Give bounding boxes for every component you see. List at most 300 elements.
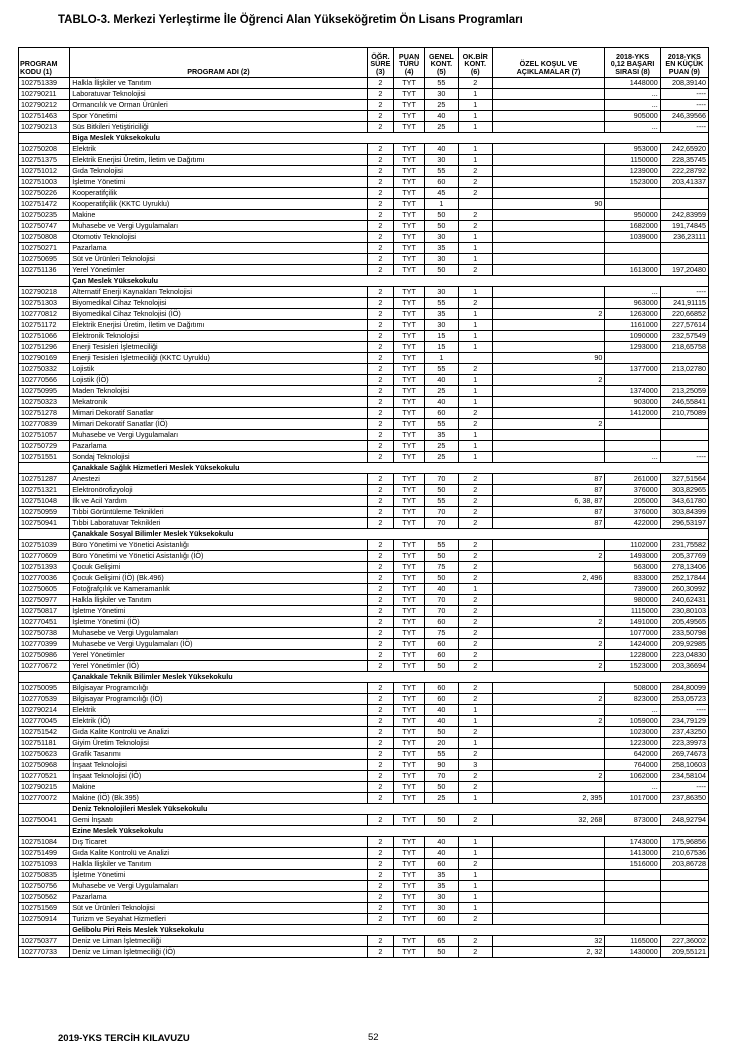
cell-program-code: 102751393 <box>19 562 70 573</box>
page-title: TABLO-3. Merkezi Yerleştirme İle Öğrenci Alan Yükseköğretim Ön Lisans Programları <box>58 14 523 26</box>
cell-score-type: TYT <box>394 166 425 177</box>
table-row <box>19 771 709 782</box>
cell-duration: 2 <box>367 177 394 188</box>
cell-program-name: Muhasebe ve Vergi Uygulamaları (İÖ) <box>70 639 367 650</box>
cell-general-quota: 25 <box>424 100 458 111</box>
cell-duration: 2 <box>367 452 394 463</box>
cell-score-type: TYT <box>394 947 425 958</box>
cell-top-achiever-quota: 2 <box>458 364 492 375</box>
table-row <box>19 815 709 826</box>
cell-special-conditions <box>492 892 605 903</box>
cell-special-conditions <box>492 265 605 276</box>
cell-top-achiever-quota: 1 <box>458 89 492 100</box>
cell-special-conditions <box>492 166 605 177</box>
cell-duration: 2 <box>367 397 394 408</box>
cell-program-code: 102750562 <box>19 892 70 903</box>
cell-score-type: TYT <box>394 452 425 463</box>
cell-duration: 2 <box>367 639 394 650</box>
table-row <box>19 452 709 463</box>
header-min-score: 2018-YKS EN KÜÇÜK PUAN (9) <box>660 48 708 78</box>
cell-program-name: Tıbbi Görüntüleme Teknikleri <box>70 507 367 518</box>
cell-min-score <box>660 430 708 441</box>
cell-special-conditions <box>492 177 605 188</box>
cell-program-code: 102750738 <box>19 628 70 639</box>
cell-score-type: TYT <box>394 408 425 419</box>
cell-program-name: Elektronörofizyoloji <box>70 485 367 496</box>
cell-general-quota: 25 <box>424 441 458 452</box>
cell-general-quota: 35 <box>424 309 458 320</box>
cell-min-score <box>660 881 708 892</box>
cell-top-achiever-quota: 1 <box>458 309 492 320</box>
cell-success-rank: 1165000 <box>605 936 660 947</box>
cell-general-quota: 35 <box>424 430 458 441</box>
table-row <box>19 848 709 859</box>
cell-special-conditions: 2 <box>492 639 605 650</box>
table-row <box>19 331 709 342</box>
cell-top-achiever-quota: 2 <box>458 859 492 870</box>
cell-duration: 2 <box>367 309 394 320</box>
cell-top-achiever-quota: 1 <box>458 738 492 749</box>
cell-program-name: İşletme Yönetimi (İÖ) <box>70 617 367 628</box>
cell-general-quota: 60 <box>424 639 458 650</box>
header-program-name: PROGRAM ADI (2) <box>70 48 367 78</box>
cell-success-rank: 905000 <box>605 111 660 122</box>
cell-program-code: 102770609 <box>19 551 70 562</box>
header-special-conditions: ÖZEL KOŞUL VE AÇIKLAMALAR (7) <box>492 48 605 78</box>
cell-program-code: 102751499 <box>19 848 70 859</box>
cell-min-score: 296,53197 <box>660 518 708 529</box>
cell-program-code: 102750808 <box>19 232 70 243</box>
cell-min-score: 210,67536 <box>660 848 708 859</box>
cell-duration: 2 <box>367 518 394 529</box>
cell-min-score: 258,10603 <box>660 760 708 771</box>
cell-duration: 2 <box>367 122 394 133</box>
cell-duration: 2 <box>367 331 394 342</box>
cell-program-code: 102751048 <box>19 496 70 507</box>
cell-duration: 2 <box>367 650 394 661</box>
cell-program-name: İşletme Yönetimi <box>70 606 367 617</box>
cell-top-achiever-quota: 2 <box>458 518 492 529</box>
cell-success-rank: 1039000 <box>605 232 660 243</box>
cell-score-type: TYT <box>394 617 425 628</box>
cell-program-name: Çocuk Gelişimi <box>70 562 367 573</box>
cell-special-conditions: 87 <box>492 507 605 518</box>
cell-general-quota: 40 <box>424 848 458 859</box>
cell-top-achiever-quota: 3 <box>458 760 492 771</box>
cell-duration: 2 <box>367 155 394 166</box>
cell-program-code: 102751093 <box>19 859 70 870</box>
cell-program-name: Elektrik Enerjisi Üretim, İletim ve Dağıtımı <box>70 155 367 166</box>
cell-success-rank: 823000 <box>605 694 660 705</box>
cell-min-score: ---- <box>660 705 708 716</box>
cell-duration: 2 <box>367 540 394 551</box>
cell-min-score: 203,86728 <box>660 859 708 870</box>
cell-program-code: 102770812 <box>19 309 70 320</box>
cell-top-achiever-quota <box>458 353 492 364</box>
cell-duration: 2 <box>367 947 394 958</box>
cell-min-score: 227,36002 <box>660 936 708 947</box>
cell-program-code: 102750271 <box>19 243 70 254</box>
cell-min-score: ---- <box>660 100 708 111</box>
cell-top-achiever-quota: 1 <box>458 848 492 859</box>
cell-program-name: Enerji Tesisleri İşletmeciliği (KKTC Uyruklu) <box>70 353 367 364</box>
cell-program-name: Elektrik <box>70 144 367 155</box>
cell-program-code: 102750968 <box>19 760 70 771</box>
cell-program-name: Elektrik (İÖ) <box>70 716 367 727</box>
cell-program-name: Lojistik <box>70 364 367 375</box>
cell-program-code: 102750986 <box>19 650 70 661</box>
header-general-quota: GENEL KONT. (5) <box>424 48 458 78</box>
cell-top-achiever-quota: 1 <box>458 100 492 111</box>
cell-duration: 2 <box>367 144 394 155</box>
cell-score-type: TYT <box>394 815 425 826</box>
cell-top-achiever-quota: 2 <box>458 694 492 705</box>
cell-program-code: 102750756 <box>19 881 70 892</box>
cell-program-name: Büro Yönetimi ve Yönetici Asistanlığı (İÖ) <box>70 551 367 562</box>
cell-success-rank: 376000 <box>605 485 660 496</box>
cell-duration: 2 <box>367 760 394 771</box>
table-row <box>19 661 709 672</box>
cell-duration: 2 <box>367 749 394 760</box>
cell-program-code: 102751057 <box>19 430 70 441</box>
cell-duration: 2 <box>367 419 394 430</box>
table-row <box>19 903 709 914</box>
table-row <box>19 89 709 100</box>
table-row <box>19 353 709 364</box>
cell-score-type: TYT <box>394 199 425 210</box>
cell-general-quota: 55 <box>424 496 458 507</box>
cell-min-score: 234,58104 <box>660 771 708 782</box>
cell-top-achiever-quota: 2 <box>458 727 492 738</box>
section-title: Çanakkale Teknik Bilimler Meslek Yüksekokulu <box>70 672 709 683</box>
cell-duration: 2 <box>367 386 394 397</box>
cell-duration: 2 <box>367 793 394 804</box>
cell-general-quota: 25 <box>424 122 458 133</box>
section-row <box>19 826 709 837</box>
cell-top-achiever-quota: 1 <box>458 705 492 716</box>
table-row <box>19 232 709 243</box>
cell-success-rank: 1613000 <box>605 265 660 276</box>
cell-general-quota: 50 <box>424 265 458 276</box>
cell-program-code: 102751287 <box>19 474 70 485</box>
table-row <box>19 650 709 661</box>
cell-min-score: 246,55841 <box>660 397 708 408</box>
cell-success-rank: 1413000 <box>605 848 660 859</box>
cell-program-code: 102770521 <box>19 771 70 782</box>
cell-success-rank: 1493000 <box>605 551 660 562</box>
cell-special-conditions <box>492 155 605 166</box>
cell-program-name: Gıda Kalite Kontrolü ve Analizi <box>70 848 367 859</box>
cell-top-achiever-quota: 2 <box>458 210 492 221</box>
cell-special-conditions <box>492 111 605 122</box>
cell-special-conditions: 90 <box>492 199 605 210</box>
cell-top-achiever-quota: 2 <box>458 617 492 628</box>
cell-min-score: 203,41337 <box>660 177 708 188</box>
cell-special-conditions: 87 <box>492 518 605 529</box>
section-title: Ezine Meslek Yüksekokulu <box>70 826 709 837</box>
table-row <box>19 760 709 771</box>
cell-success-rank: 1448000 <box>605 78 660 89</box>
cell-success-rank: 1115000 <box>605 606 660 617</box>
cell-general-quota: 55 <box>424 749 458 760</box>
cell-program-name: Makine <box>70 782 367 793</box>
cell-top-achiever-quota: 2 <box>458 474 492 485</box>
cell-program-code: 102750914 <box>19 914 70 925</box>
cell-success-rank <box>605 870 660 881</box>
cell-score-type: TYT <box>394 496 425 507</box>
cell-score-type: TYT <box>394 221 425 232</box>
cell-min-score <box>660 353 708 364</box>
table-row <box>19 782 709 793</box>
table-row <box>19 287 709 298</box>
cell-top-achiever-quota: 1 <box>458 892 492 903</box>
cell-program-name: Muhasebe ve Vergi Uygulamaları <box>70 881 367 892</box>
cell-duration: 2 <box>367 474 394 485</box>
cell-top-achiever-quota: 2 <box>458 540 492 551</box>
cell-special-conditions <box>492 188 605 199</box>
cell-min-score: 230,80103 <box>660 606 708 617</box>
cell-special-conditions <box>492 78 605 89</box>
table-row <box>19 419 709 430</box>
cell-special-conditions <box>492 540 605 551</box>
cell-general-quota: 55 <box>424 78 458 89</box>
cell-min-score: 303,82965 <box>660 485 708 496</box>
cell-program-name: Pazarlama <box>70 441 367 452</box>
cell-min-score: 248,92794 <box>660 815 708 826</box>
table-row <box>19 936 709 947</box>
table-row <box>19 606 709 617</box>
cell-duration: 2 <box>367 936 394 947</box>
cell-special-conditions <box>492 254 605 265</box>
cell-special-conditions: 90 <box>492 353 605 364</box>
cell-general-quota: 60 <box>424 914 458 925</box>
cell-special-conditions <box>492 650 605 661</box>
cell-success-rank: 950000 <box>605 210 660 221</box>
cell-success-rank: ... <box>605 452 660 463</box>
cell-score-type: TYT <box>394 78 425 89</box>
cell-success-rank: 1223000 <box>605 738 660 749</box>
cell-min-score: 208,39140 <box>660 78 708 89</box>
cell-top-achiever-quota: 2 <box>458 936 492 947</box>
table-row <box>19 364 709 375</box>
cell-special-conditions <box>492 848 605 859</box>
cell-program-name: Bilgisayar Programcılığı (İÖ) <box>70 694 367 705</box>
cell-score-type: TYT <box>394 353 425 364</box>
cell-special-conditions <box>492 870 605 881</box>
cell-top-achiever-quota: 2 <box>458 265 492 276</box>
section-blank-cell <box>19 463 70 474</box>
cell-special-conditions <box>492 342 605 353</box>
cell-top-achiever-quota: 1 <box>458 584 492 595</box>
cell-min-score <box>660 441 708 452</box>
cell-general-quota: 60 <box>424 177 458 188</box>
cell-program-name: Mimari Dekoratif Sanatlar (İÖ) <box>70 419 367 430</box>
cell-min-score: ---- <box>660 452 708 463</box>
table-row <box>19 518 709 529</box>
cell-success-rank: 980000 <box>605 595 660 606</box>
table-row <box>19 199 709 210</box>
cell-program-code: 102750941 <box>19 518 70 529</box>
cell-top-achiever-quota: 2 <box>458 639 492 650</box>
cell-success-rank: 1102000 <box>605 540 660 551</box>
cell-score-type: TYT <box>394 419 425 430</box>
cell-special-conditions <box>492 430 605 441</box>
cell-score-type: TYT <box>394 551 425 562</box>
cell-min-score: 213,25059 <box>660 386 708 397</box>
cell-special-conditions: 2 <box>492 716 605 727</box>
table-row <box>19 430 709 441</box>
cell-top-achiever-quota: 2 <box>458 650 492 661</box>
cell-program-name: Maden Teknolojisi <box>70 386 367 397</box>
cell-success-rank: 642000 <box>605 749 660 760</box>
cell-program-name: Muhasebe ve Vergi Uygulamaları <box>70 628 367 639</box>
table-row <box>19 914 709 925</box>
cell-min-score: 252,17844 <box>660 573 708 584</box>
cell-program-name: Muhasebe ve Vergi Uygulamaları <box>70 430 367 441</box>
cell-program-name: Yerel Yönetimler <box>70 265 367 276</box>
cell-top-achiever-quota: 2 <box>458 782 492 793</box>
cell-success-rank: 1059000 <box>605 716 660 727</box>
cell-min-score: 222,28792 <box>660 166 708 177</box>
section-title: Deniz Teknolojileri Meslek Yüksekokulu <box>70 804 709 815</box>
cell-min-score: 218,65758 <box>660 342 708 353</box>
cell-success-rank <box>605 254 660 265</box>
cell-special-conditions <box>492 89 605 100</box>
cell-duration: 2 <box>367 870 394 881</box>
table-row <box>19 386 709 397</box>
table-row <box>19 254 709 265</box>
cell-duration: 2 <box>367 232 394 243</box>
cell-min-score: 220,66852 <box>660 309 708 320</box>
cell-top-achiever-quota: 1 <box>458 881 492 892</box>
cell-general-quota: 50 <box>424 815 458 826</box>
cell-general-quota: 60 <box>424 683 458 694</box>
cell-success-rank: 1228000 <box>605 650 660 661</box>
cell-min-score: 223,04830 <box>660 650 708 661</box>
header-success-rank: 2018-YKS 0,12 BAŞARI SIRASI (8) <box>605 48 660 78</box>
cell-min-score: 209,55121 <box>660 947 708 958</box>
cell-duration: 2 <box>367 408 394 419</box>
cell-general-quota: 40 <box>424 705 458 716</box>
cell-success-rank: 422000 <box>605 518 660 529</box>
cell-min-score: 203,36694 <box>660 661 708 672</box>
cell-special-conditions <box>492 562 605 573</box>
cell-success-rank: 1412000 <box>605 408 660 419</box>
cell-program-code: 102751172 <box>19 320 70 331</box>
cell-min-score <box>660 199 708 210</box>
table-row <box>19 584 709 595</box>
cell-score-type: TYT <box>394 694 425 705</box>
cell-duration: 2 <box>367 441 394 452</box>
cell-duration: 2 <box>367 89 394 100</box>
cell-program-code: 102770072 <box>19 793 70 804</box>
cell-top-achiever-quota: 2 <box>458 78 492 89</box>
cell-special-conditions <box>492 331 605 342</box>
cell-special-conditions: 2 <box>492 551 605 562</box>
cell-special-conditions <box>492 738 605 749</box>
cell-general-quota: 40 <box>424 144 458 155</box>
cell-score-type: TYT <box>394 485 425 496</box>
cell-score-type: TYT <box>394 903 425 914</box>
cell-score-type: TYT <box>394 716 425 727</box>
cell-duration: 2 <box>367 716 394 727</box>
table-row <box>19 738 709 749</box>
cell-special-conditions <box>492 364 605 375</box>
cell-program-code: 102751039 <box>19 540 70 551</box>
cell-special-conditions: 2 <box>492 661 605 672</box>
cell-program-code: 102750377 <box>19 936 70 947</box>
table-body <box>19 78 709 958</box>
cell-program-code: 102770399 <box>19 639 70 650</box>
cell-score-type: TYT <box>394 177 425 188</box>
table-row <box>19 947 709 958</box>
table-row <box>19 683 709 694</box>
cell-top-achiever-quota: 2 <box>458 771 492 782</box>
table-row <box>19 188 709 199</box>
cell-duration: 2 <box>367 496 394 507</box>
cell-special-conditions: 2 <box>492 617 605 628</box>
cell-score-type: TYT <box>394 210 425 221</box>
cell-general-quota: 25 <box>424 386 458 397</box>
cell-success-rank <box>605 441 660 452</box>
cell-general-quota: 40 <box>424 397 458 408</box>
cell-special-conditions: 87 <box>492 474 605 485</box>
cell-min-score <box>660 914 708 925</box>
cell-score-type: TYT <box>394 364 425 375</box>
cell-success-rank: ... <box>605 89 660 100</box>
cell-program-code: 102751003 <box>19 177 70 188</box>
cell-program-code: 102790218 <box>19 287 70 298</box>
page-number: 52 <box>368 1032 379 1043</box>
cell-score-type: TYT <box>394 584 425 595</box>
cell-general-quota: 15 <box>424 342 458 353</box>
cell-success-rank <box>605 881 660 892</box>
cell-special-conditions <box>492 683 605 694</box>
cell-general-quota: 50 <box>424 727 458 738</box>
section-blank-cell <box>19 925 70 936</box>
cell-top-achiever-quota: 1 <box>458 232 492 243</box>
cell-top-achiever-quota: 1 <box>458 397 492 408</box>
section-title: Çan Meslek Yüksekokulu <box>70 276 709 287</box>
cell-duration: 2 <box>367 188 394 199</box>
cell-min-score: 175,96856 <box>660 837 708 848</box>
cell-score-type: TYT <box>394 738 425 749</box>
cell-min-score: 191,74845 <box>660 221 708 232</box>
cell-success-rank: 903000 <box>605 397 660 408</box>
cell-success-rank: 739000 <box>605 584 660 595</box>
cell-top-achiever-quota: 1 <box>458 342 492 353</box>
cell-score-type: TYT <box>394 782 425 793</box>
cell-top-achiever-quota: 1 <box>458 375 492 386</box>
cell-general-quota: 55 <box>424 419 458 430</box>
cell-program-name: Muhasebe ve Vergi Uygulamaları <box>70 221 367 232</box>
cell-general-quota: 40 <box>424 716 458 727</box>
cell-success-rank <box>605 188 660 199</box>
cell-program-code: 102750977 <box>19 595 70 606</box>
table-row <box>19 628 709 639</box>
cell-program-code: 102750835 <box>19 870 70 881</box>
cell-duration: 2 <box>367 771 394 782</box>
cell-general-quota: 30 <box>424 254 458 265</box>
cell-special-conditions <box>492 837 605 848</box>
cell-score-type: TYT <box>394 441 425 452</box>
cell-top-achiever-quota: 2 <box>458 507 492 518</box>
cell-success-rank <box>605 243 660 254</box>
cell-general-quota: 70 <box>424 771 458 782</box>
cell-general-quota: 50 <box>424 573 458 584</box>
cell-general-quota: 20 <box>424 738 458 749</box>
cell-program-name: Kooperatifçilik <box>70 188 367 199</box>
